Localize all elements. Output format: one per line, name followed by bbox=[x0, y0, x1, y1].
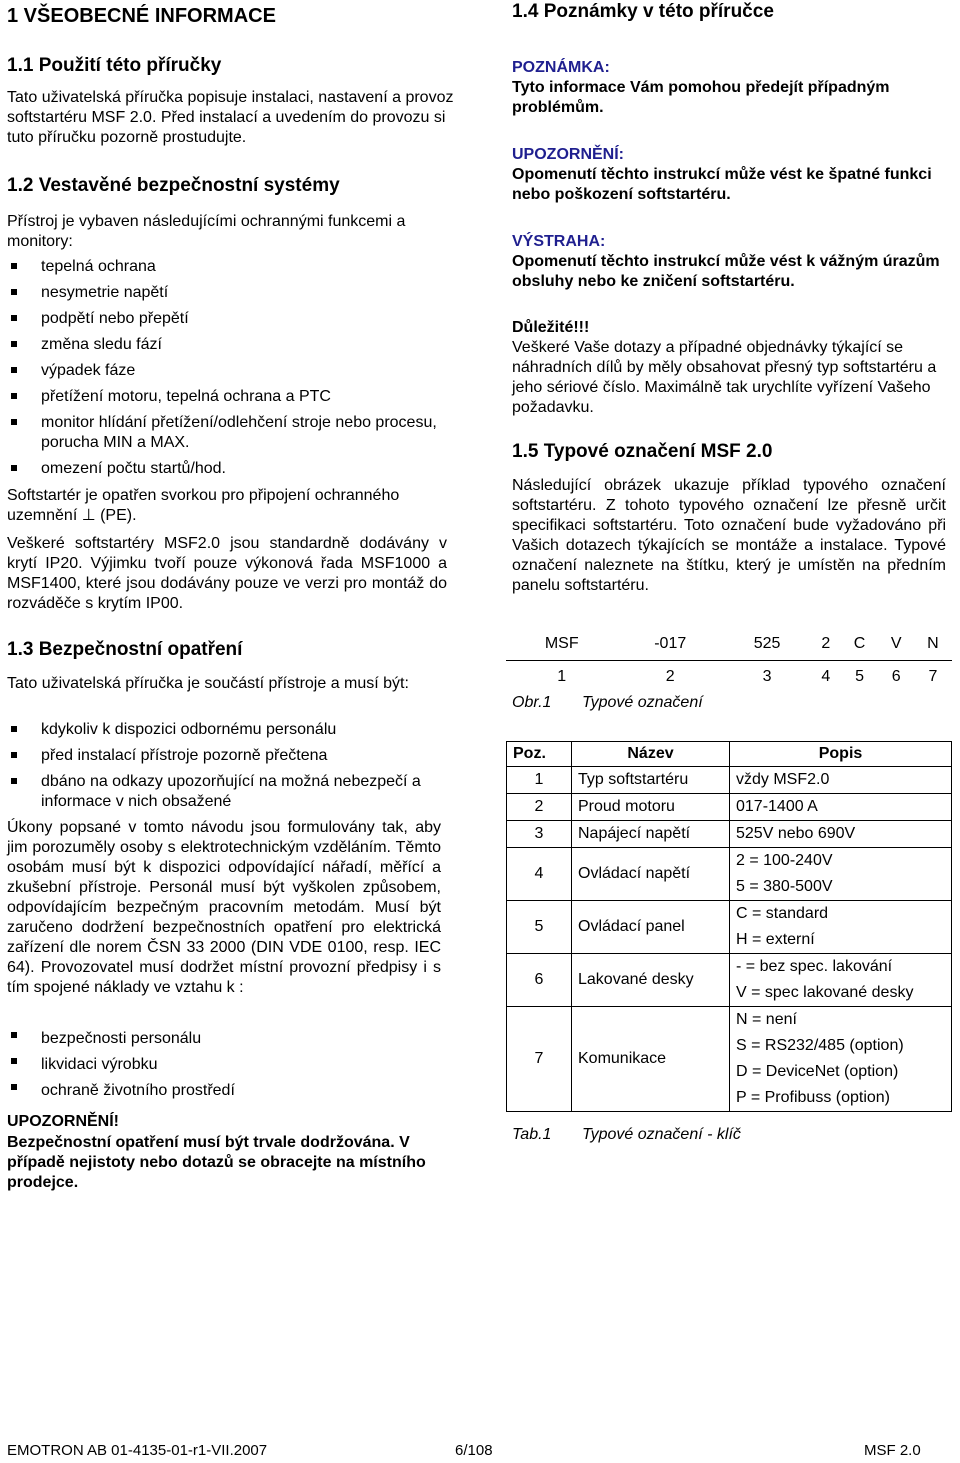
table-cell-description bbox=[730, 901, 952, 954]
table-cell-description bbox=[730, 794, 952, 821]
type-code-cell: 4 bbox=[821, 668, 831, 685]
section-1-3-body: Úkony popsané v tomto návodu jsou formulovány tak, aby jim porozuměly osoby s elektrotechnickým vzděláním. Těmto osobám musí být k dispozici odpovídající nářadí, měřící a zkušební přístroje. Personál musí být vyškolen způsobem, odpovídajícím bezpečným pracovním metodám. Musí být zaručeno dodržení bezpečnostních opatření pro elektrická zařízení dle norem ČSN 33 2000 (DIN VDE 0100, resp. IEC 64). Provozovatel musí dodržet místní provozní předpisy i s tím spojené náklady ve vztahu k : bbox=[7, 819, 441, 996]
type-key-table bbox=[506, 741, 952, 1112]
note-text: Tyto informace Vám pomohou předejít případným problémům. bbox=[512, 79, 890, 116]
description-line: 5 = 380-500V bbox=[736, 878, 833, 895]
description-line: C = standard bbox=[736, 905, 829, 922]
chapter-title: 1 VŠEOBECNÉ INFORMACE bbox=[7, 5, 276, 27]
list-item: omezení počtu startů/hod. bbox=[7, 459, 447, 479]
responsibility-list bbox=[7, 1026, 427, 1104]
list-item: monitor hlídání přetížení/odlehčení stroje nebo procesu, porucha MIN a MAX. bbox=[7, 413, 447, 453]
list-item: změna sledu fází bbox=[7, 335, 447, 355]
table-header-cell: Poz. bbox=[507, 742, 572, 767]
table-cell-name: Napájecí napětí bbox=[572, 821, 730, 848]
list-item: likvidaci výrobku bbox=[7, 1052, 427, 1078]
list-item: bezpečnosti personálu bbox=[7, 1026, 427, 1052]
description-line: S = RS232/485 (option) bbox=[736, 1037, 904, 1054]
type-code-cell: 1 bbox=[557, 668, 567, 685]
manual-requirements-list bbox=[7, 720, 427, 818]
note-box bbox=[512, 58, 952, 118]
section-1-5-text: Následující obrázek ukazuje příklad typového označení softstartéru. Z tohoto typového označení lze přesně určit specifikaci softstartéru. Toto označení bude vyžadováno při Vašich dotazech týkajících se montáže a instalace. Typové označení naleznete na štítku, který je umístěn na předním panelu softstartéru. bbox=[512, 477, 946, 594]
type-code-cell: -017 bbox=[654, 635, 687, 652]
type-code-cell: 6 bbox=[891, 668, 901, 685]
important-text: Veškeré Vaše dotazy a případné objednávky týkající se náhradních dílů by měly obsahovat přesný typ softstartéru a jeho sériové číslo. Maximálně tak urychlíte vyřízení Vašeho požadavku. bbox=[512, 339, 937, 416]
description-line: D = DeviceNet (option) bbox=[736, 1063, 899, 1080]
table-cell-description bbox=[730, 1007, 952, 1112]
table-cell-position: 1 bbox=[507, 767, 572, 794]
type-code-cell: 525 bbox=[753, 635, 781, 652]
type-code-cell: V bbox=[890, 635, 902, 652]
table-cell-description bbox=[730, 821, 952, 848]
table-row bbox=[507, 848, 952, 901]
table-cell-name: Ovládací panel bbox=[572, 901, 730, 954]
table-cell-name: Ovládací napětí bbox=[572, 848, 730, 901]
description-line: vždy MSF2.0 bbox=[736, 771, 830, 788]
warning-box-label: VÝSTRAHA: bbox=[512, 233, 606, 250]
pe-terminal-text: Softstartér je opatřen svorkou pro připojení ochranného uzemnění ⊥ (PE). bbox=[7, 487, 400, 524]
description-line: 017-1400 A bbox=[736, 798, 818, 815]
type-code-cell: 7 bbox=[928, 668, 938, 685]
protection-list bbox=[7, 257, 447, 485]
table-cell-position: 3 bbox=[507, 821, 572, 848]
section-1-4-title: 1.4 Poznámky v této příručce bbox=[512, 1, 774, 22]
important-label: Důležité!!! bbox=[512, 319, 590, 336]
table-header-cell: Název bbox=[572, 742, 730, 767]
table-cell-description bbox=[730, 954, 952, 1007]
list-item: ochraně životního prostředí bbox=[7, 1078, 427, 1104]
section-1-3-title: 1.3 Bezpečnostní opatření bbox=[7, 639, 243, 660]
table-label: Tab.1 bbox=[512, 1126, 552, 1143]
warning-text: Bezpečnostní opatření musí být trvale dodržována. V případě nejistoty nebo dotazů se obracejte na místního prodejce. bbox=[7, 1134, 426, 1191]
figure-label: Obr.1 bbox=[512, 694, 552, 711]
important-box bbox=[512, 318, 952, 418]
type-code-cell: 2 bbox=[821, 635, 831, 652]
table-cell-position: 6 bbox=[507, 954, 572, 1007]
section-1-2-intro: Přístroj je vybaven následujícími ochrannými funkcemi a monitory: bbox=[7, 213, 406, 250]
table-cell-position: 7 bbox=[507, 1007, 572, 1112]
warning-title: UPOZORNĚNÍ! bbox=[7, 1113, 119, 1130]
description-line: 2 = 100-240V bbox=[736, 852, 833, 869]
list-item: výpadek fáze bbox=[7, 361, 447, 381]
type-code-cell: 2 bbox=[665, 668, 675, 685]
list-item: kdykoliv k dispozici odbornému personálu bbox=[7, 720, 427, 740]
list-item: přetížení motoru, tepelná ochrana a PTC bbox=[7, 387, 447, 407]
footer-left: EMOTRON AB 01-4135-01-r1-VII.2007 bbox=[7, 1442, 268, 1459]
footer-page: 6/108 bbox=[455, 1442, 493, 1459]
type-code-cell: MSF bbox=[544, 635, 579, 652]
type-code-figure bbox=[506, 628, 952, 693]
table-row bbox=[507, 767, 952, 794]
description-line: - = bez spec. lakování bbox=[736, 958, 893, 975]
table-cell-description bbox=[730, 767, 952, 794]
caution-text: Opomenutí těchto instrukcí může vést ke špatné funkci nebo poškození softstartéru. bbox=[512, 166, 932, 203]
list-item: nesymetrie napětí bbox=[7, 283, 447, 303]
caution-label: UPOZORNĚNÍ: bbox=[512, 146, 624, 163]
table-cell-position: 2 bbox=[507, 794, 572, 821]
list-item: tepelná ochrana bbox=[7, 257, 447, 277]
table-row bbox=[507, 794, 952, 821]
section-1-1-text: Tato uživatelská příručka popisuje instalaci, nastavení a provoz softstartéru MSF 2.0. Před instalací a uvedením do provozu si tuto příručku pozorně prostudujte. bbox=[7, 89, 454, 146]
type-code-cell: N bbox=[927, 635, 939, 652]
footer-right: MSF 2.0 bbox=[864, 1442, 921, 1459]
type-code-cell: 5 bbox=[855, 668, 865, 685]
note-label: POZNÁMKA: bbox=[512, 59, 610, 76]
table-cell-position: 4 bbox=[507, 848, 572, 901]
table-cell-name: Typ softstartéru bbox=[572, 767, 730, 794]
ip-rating-text: Veškeré softstartéry MSF2.0 jsou standardně dodávány v krytí IP20. Výjimku tvoří pouze výkonová řada MSF1000 a MSF1400, které jsou dodávány pouze ve verzi pro montáž do rozváděče s krytím IP00. bbox=[7, 535, 447, 612]
caution-box bbox=[512, 145, 952, 205]
warning-box bbox=[512, 232, 952, 292]
description-line: N = není bbox=[736, 1011, 797, 1028]
description-line: P = Profibuss (option) bbox=[736, 1089, 891, 1106]
table-row bbox=[507, 954, 952, 1007]
section-1-3-intro: Tato uživatelská příručka je součástí přístroje a musí být: bbox=[7, 675, 409, 692]
warning-box-text: Opomenutí těchto instrukcí může vést k vážným úrazům obsluhy nebo ke zničení softstartéru. bbox=[512, 253, 940, 290]
type-code-cell: C bbox=[853, 635, 866, 652]
section-1-1-title: 1.1 Použití této příručky bbox=[7, 55, 222, 76]
table-row bbox=[507, 1007, 952, 1112]
table-cell-name: Komunikace bbox=[572, 1007, 730, 1112]
list-item: podpětí nebo přepětí bbox=[7, 309, 447, 329]
table-row bbox=[507, 821, 952, 848]
type-code-cell: 3 bbox=[762, 668, 772, 685]
table-cell-description bbox=[730, 848, 952, 901]
table-cell-name: Proud motoru bbox=[572, 794, 730, 821]
table-header-cell: Popis bbox=[730, 742, 952, 767]
description-line: V = spec lakované desky bbox=[736, 984, 914, 1001]
table-row bbox=[507, 901, 952, 954]
figure-caption: Typové označení bbox=[582, 694, 703, 711]
description-line: H = externí bbox=[736, 931, 815, 948]
list-item: dbáno na odkazy upozorňující na možná nebezpečí a informace v nich obsažené bbox=[7, 772, 427, 812]
section-1-2-title: 1.2 Vestavěné bezpečnostní systémy bbox=[7, 175, 340, 196]
table-cell-name: Lakované desky bbox=[572, 954, 730, 1007]
description-line: 525V nebo 690V bbox=[736, 825, 856, 842]
section-1-5-title: 1.5 Typové označení MSF 2.0 bbox=[512, 441, 773, 462]
table-cell-position: 5 bbox=[507, 901, 572, 954]
list-item: před instalací přístroje pozorně přečtena bbox=[7, 746, 427, 766]
table-caption: Typové označení - klíč bbox=[582, 1126, 741, 1143]
